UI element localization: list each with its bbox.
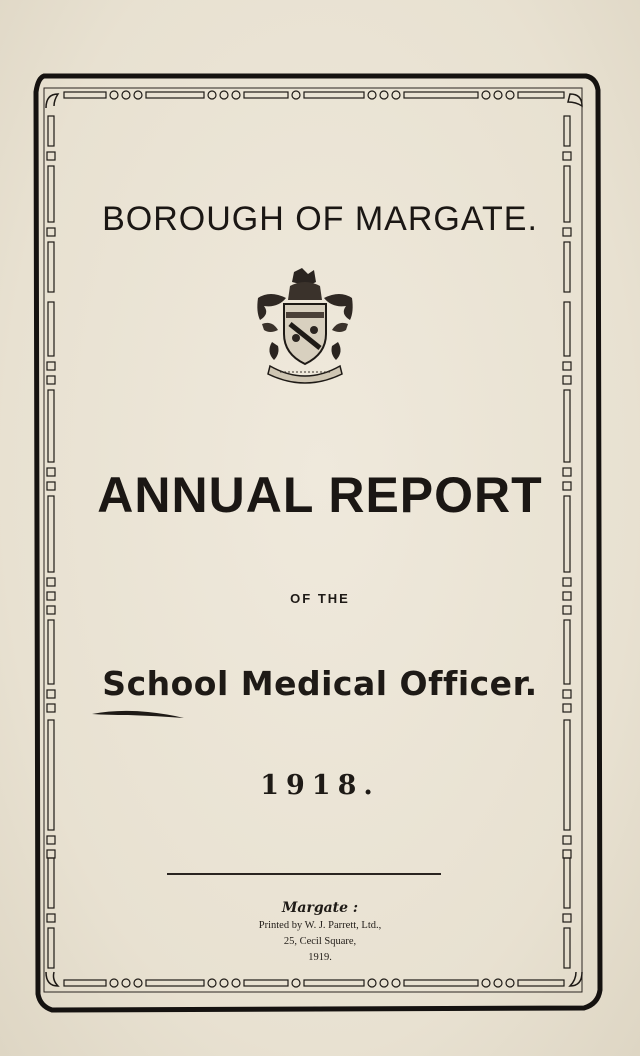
imprint-date: 1919. bbox=[308, 952, 332, 963]
borough-coat-of-arms-icon bbox=[250, 268, 360, 386]
imprint-city: Margate : bbox=[281, 900, 359, 916]
borough-title: BOROUGH OF MARGATE. bbox=[102, 200, 538, 238]
report-year: 1918. bbox=[260, 770, 380, 801]
flourish-divider bbox=[88, 708, 188, 720]
of-the-label: OF THE bbox=[290, 591, 350, 606]
school-medical-officer-title: School Medical Officer. bbox=[102, 664, 538, 703]
imprint-address: 25, Cecil Square, bbox=[283, 936, 357, 947]
imprint-printer: Printed by W. J. Parrett, Ltd., bbox=[258, 920, 382, 931]
annual-report-title: ANNUAL REPORT bbox=[97, 467, 543, 523]
horizontal-rule bbox=[167, 873, 441, 875]
